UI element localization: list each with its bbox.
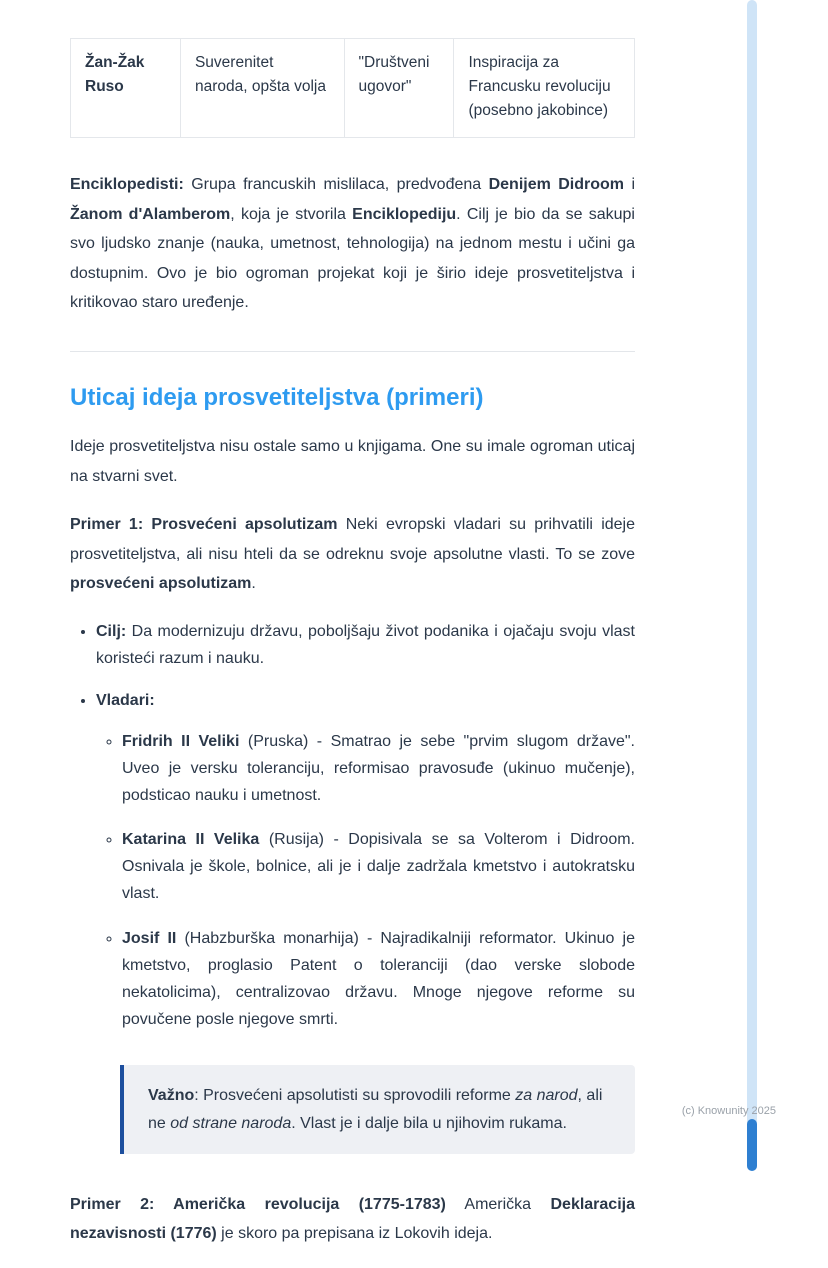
philosophers-table <box>70 38 635 138</box>
footer-credit: (c) Knowunity 2025 <box>681 1105 776 1117</box>
vladari-sub-list <box>96 728 635 1034</box>
scrollbar-track[interactable] <box>747 0 757 1171</box>
list-item-vladari-label: Vladari: <box>96 692 155 710</box>
list-item-josif: ◦ Josif II (Habzburška monarhija) - Najradikalniji reformator. Ukinuo je kmetstvo, proglasio Patent o toleranciji (dao verske slobode nekatolicima), centralizovao državu. Mnoge njegove reforme su povučene posle njegove smrti. <box>122 925 635 1034</box>
section-heading: Uticaj ideja prosvetiteljstva (primeri) <box>70 384 484 412</box>
important-callout <box>120 1065 635 1153</box>
cell-influence: Inspiracija za Francusku revoluciju (posebno jakobince) <box>454 39 635 138</box>
scrollbar-thumb[interactable] <box>747 1119 757 1171</box>
paragraph-enciklopedisti: Enciklopedisti: Grupa francuskih mislilaca, predvođena Denijem Didroom i Žanom d'Alamberom, koja je stvorila Enciklopediju. Cilj je bio da se sakupi svo ljudsko znanje (nauka, umetnost, tehnologija) na jednom mestu i učini ga dostupnim. Ovo je bio ogroman projekat koji je širio ideje prosvetiteljstva i kritikovao staro uređenje. <box>70 176 636 312</box>
cell-work: "Društveni ugovor" <box>344 39 454 138</box>
paragraph-primer2: Primer 2: Američka revolucija (1775-1783) Američka Deklaracija nezavisnosti (1776) je skoro pa prepisana iz Lokovih ideja. <box>70 1195 635 1243</box>
paragraph-intro: Ideje prosvetiteljstva nisu ostale samo u knjigama. One su imale ogroman uticaj na stvarni svet. <box>70 438 635 485</box>
list-item-cilj: • Cilj: Da modernizuju državu, poboljšaju život podanika i ojačaju svoju vlast koristeći razum i nauku. <box>96 618 635 672</box>
cell-philosopher: Žan-Žak Ruso <box>71 39 181 138</box>
list-item-vladari <box>96 687 635 1033</box>
table-row <box>71 39 635 138</box>
bullet-list <box>70 618 635 1033</box>
cell-ideas: Suverenitet naroda, opšta volja <box>180 39 344 138</box>
list-item-katarina: ◦ Katarina II Velika (Rusija) - Dopisivala se sa Volterom i Didroom. Osnivala je škole, bolnice, ali je i dalje zadržala kmetstvo i autokratsku vlast. <box>122 826 635 908</box>
paragraph-primer1: Primer 1: Prosvećeni apsolutizam Neki evropski vladari su prihvatili ideje prosvetiteljstva, ali nisu hteli da se odreknu svoje apsolutne vlasti. To se zove prosvećeni apsolutizam. <box>70 516 636 593</box>
section-divider <box>70 351 635 352</box>
list-item-fridrih: ◦ Fridrih II Veliki (Pruska) - Smatrao je sebe "prvim slugom države". Uveo je versku toleranciju, reformisao pravosuđe (ukinuo mučenje), podsticao nauku i umetnost. <box>122 728 635 810</box>
callout-text: Važno: Prosvećeni apsolutisti su sprovodili reforme za narod, ali ne od strane naroda. Vlast je i dalje bila u njihovim rukama. <box>148 1087 603 1132</box>
document-page <box>70 0 635 1268</box>
